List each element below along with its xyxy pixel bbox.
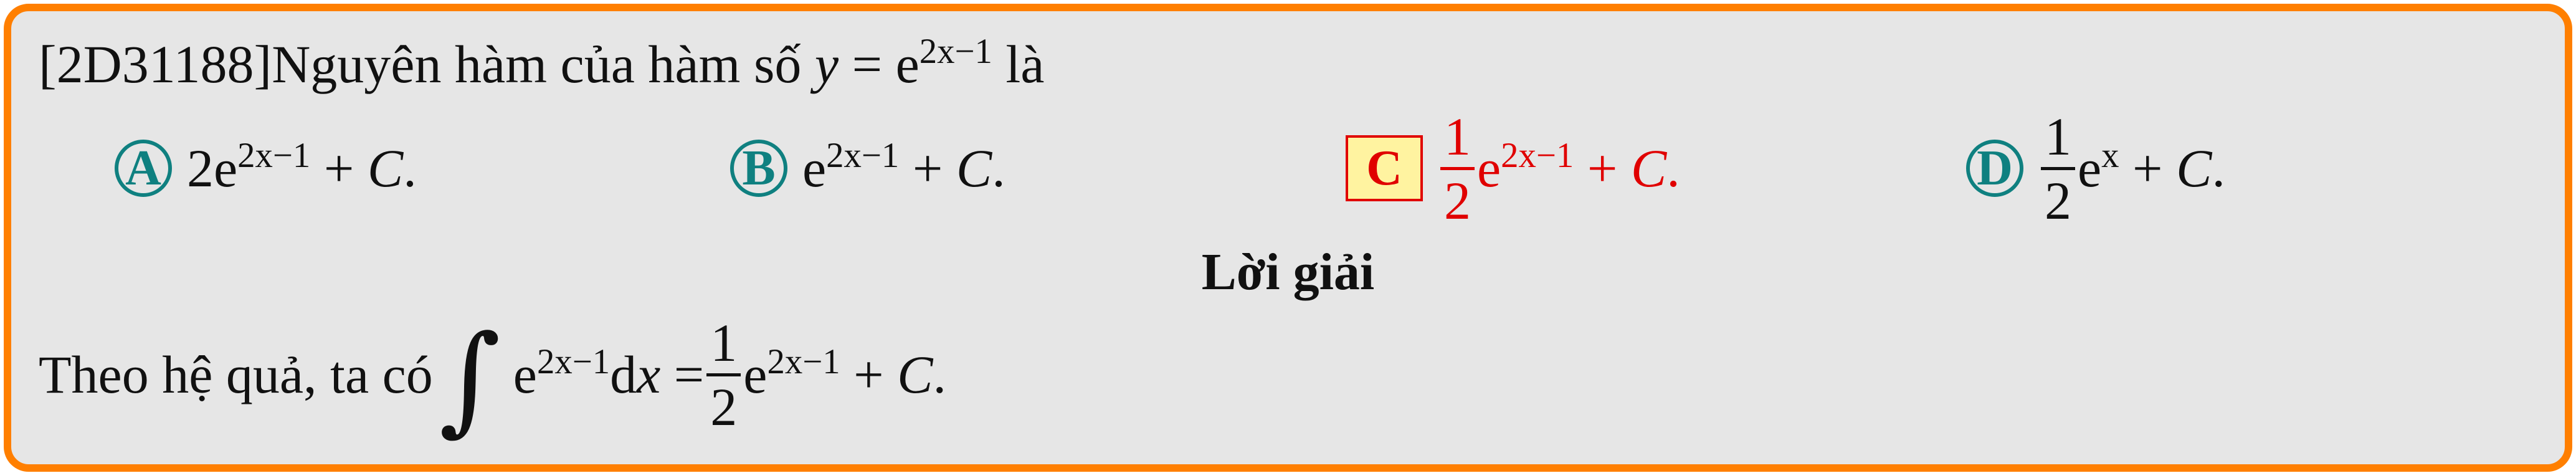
option-b-label[interactable]: B xyxy=(730,140,787,197)
option-d-label[interactable]: D xyxy=(1966,140,2023,197)
solution-text: Theo hệ quả, ta có xyxy=(39,345,433,404)
question-eq: = e xyxy=(839,34,920,94)
option-d-expression: $e^x + C$. xyxy=(2078,135,2225,198)
integral-sign: ∫ xyxy=(439,309,501,447)
option-d[interactable] xyxy=(1966,100,2225,237)
solution-fraction: $\frac{1}{2}$ xyxy=(706,316,741,434)
option-c-expression: $e^{2x-1} + C$. xyxy=(1477,135,1680,198)
option-c[interactable] xyxy=(1346,100,1680,237)
option-a-label[interactable]: A xyxy=(115,140,172,197)
option-a-expression: $2e^{2x-1} + C$. xyxy=(187,135,417,198)
question-line xyxy=(39,31,1045,94)
option-c-fraction: $\frac{1}{2}$ xyxy=(1440,110,1475,227)
question-lhs: y xyxy=(814,34,839,94)
solution-result: $e^{2x-1} + C$. xyxy=(743,342,946,404)
option-b[interactable] xyxy=(730,100,1005,237)
option-c-label[interactable]: C xyxy=(1346,135,1423,201)
question-text: Nguyên hàm của hàm số xyxy=(272,34,815,94)
option-b-expression: $e^{2x-1} + C$. xyxy=(802,135,1005,198)
solution-heading: Lời giải xyxy=(1201,243,1375,301)
solution-integrand: $e^{2x-1}dx$ = xyxy=(513,342,705,404)
question-exp: 2x−1 xyxy=(919,31,992,71)
option-d-fraction: $\frac{1}{2}$ xyxy=(2041,110,2075,227)
question-tail: là xyxy=(992,34,1045,94)
solution-line xyxy=(39,297,946,452)
option-a[interactable] xyxy=(115,100,417,237)
question-code: [2D31188] xyxy=(39,34,272,94)
